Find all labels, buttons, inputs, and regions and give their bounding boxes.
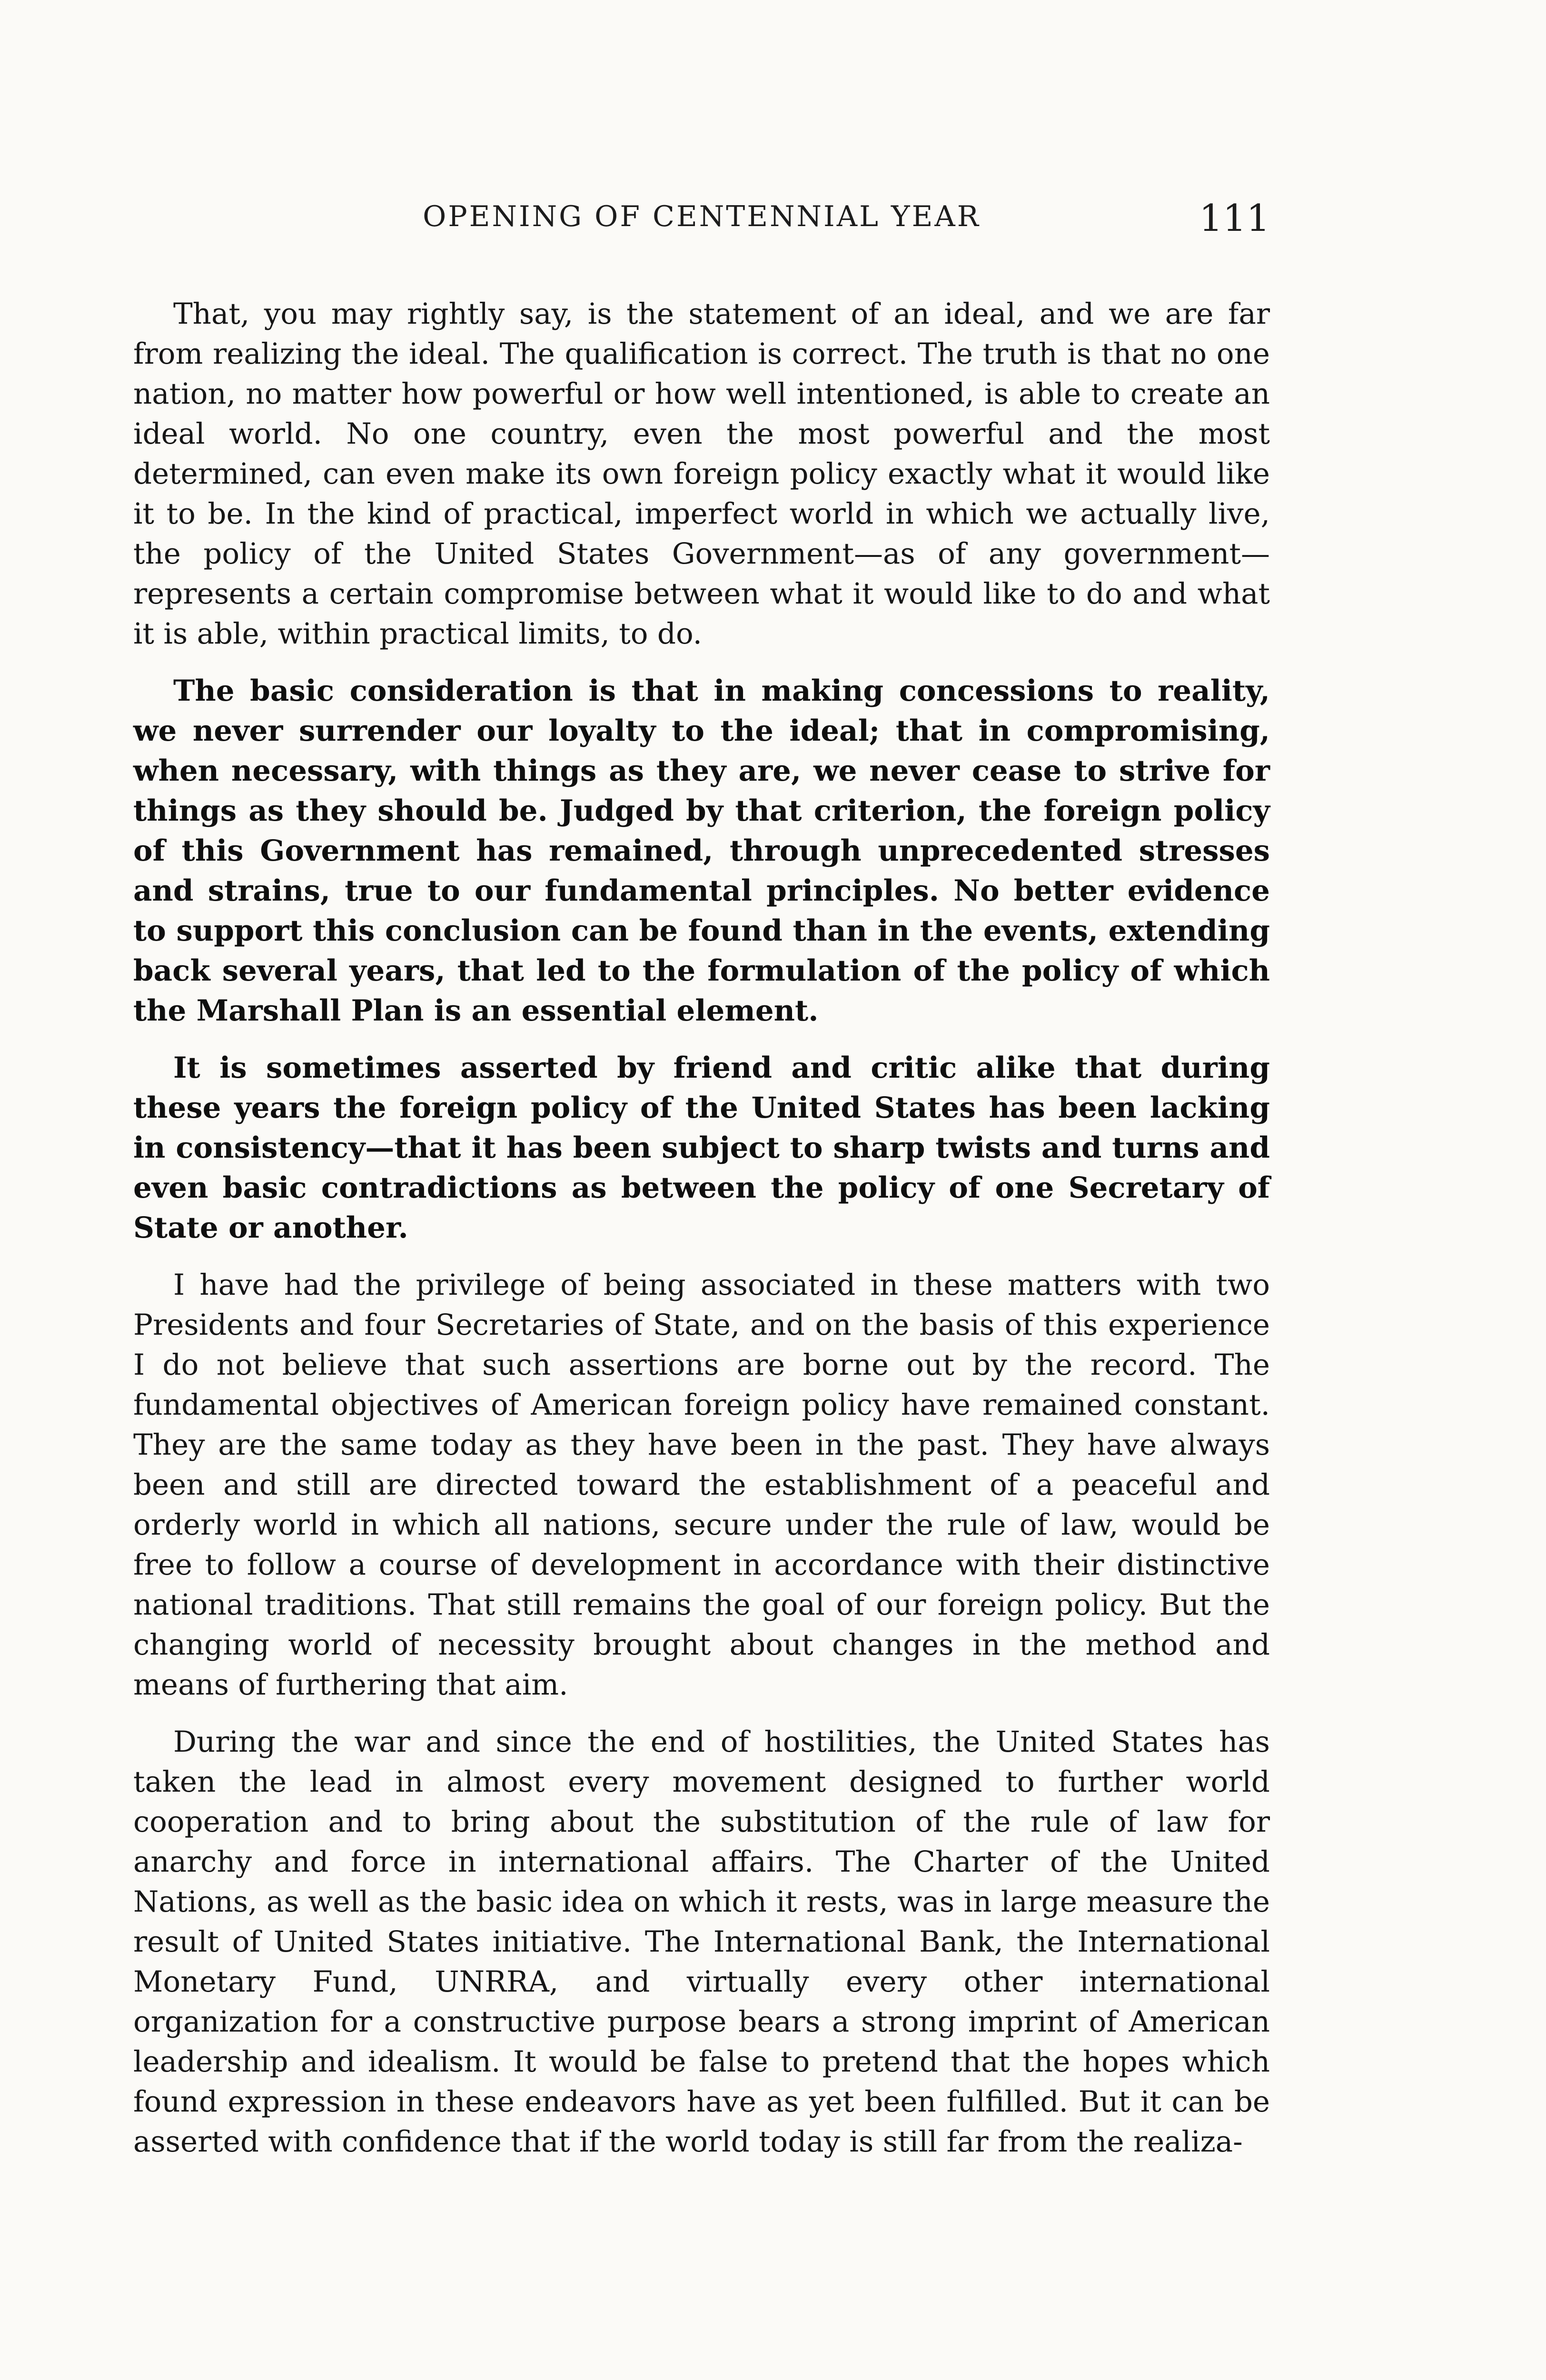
paragraph-5: During the war and since the end of hostilities, the United States has taken the lead in almost every movement designed to further world cooperation and to bring about the substitution of the rule of law for anarchy and force in international affairs. The Charter of the United Nations, as well as the basic idea on which it rests, was in large measure the result of United States initiative. The International Bank, the International Monetary Fund, UNRRA, and virtually every other international organization for a constructive purpose bears a strong imprint of American leadership and idealism. It would be false to pretend that the hopes which found expression in these endeavors have as yet been fulfilled. But it can be asserted with confidence that if the world today is still far from the realiza- bbox=[133, 1725, 1270, 2159]
body-text bbox=[133, 294, 1270, 2179]
paragraph-1: That, you may rightly say, is the statement of an ideal, and we are far from realizing the ideal. The qualification is correct. The truth is that no one nation, no matter how powerful or how well intentioned, is able to create an ideal world. No one country, even the most powerful and the most determined, can even make its own foreign policy exactly what it would like it to be. In the kind of practical, imperfect world in which we actually live, the policy of the United States Government—as of any government—represents a certain compromise between what it would like to do and what it is able, within practical limits, to do. bbox=[133, 297, 1270, 651]
paragraph-4: I have had the privilege of being associated in these matters with two Presidents and four Secretaries of State, and on the basis of this experience I do not believe that such assertions are borne out by the record. The fundamental objectives of American foreign policy have remained constant. They are the same today as they have been in the past. They have always been and still are directed toward the establishment of a peaceful and orderly world in which all nations, secure under the rule of law, would be free to follow a course of development in accordance with their distinctive national traditions. That still remains the goal of our foreign policy. But the changing world of necessity brought about changes in the method and means of furthering that aim. bbox=[133, 1268, 1270, 1702]
running-title: OPENING OF CENTENNIAL YEAR bbox=[423, 200, 981, 233]
page-number: 111 bbox=[1199, 197, 1270, 240]
paragraph-3: It is sometimes asserted by friend and critic alike that during these years the foreign policy of the United States has been lacking in consistency—that it has been subject to sharp twists and turns and even basic contradictions as between the policy of one Secretary of State or another. bbox=[133, 1051, 1270, 1245]
paragraph-2: The basic consideration is that in making concessions to reality, we never surrender our loyalty to the ideal; that in compromising, when necessary, with things as they are, we never cease to strive for things as they should be. Judged by that criterion, the foreign policy of this Government has remained, through unprecedented stresses and strains, true to our fundamental principles. No better evidence to support this conclusion can be found than in the events, extending back several years, that led to the formulation of the policy of which the Marshall Plan is an essential element. bbox=[133, 674, 1270, 1028]
page-header bbox=[133, 190, 1270, 252]
